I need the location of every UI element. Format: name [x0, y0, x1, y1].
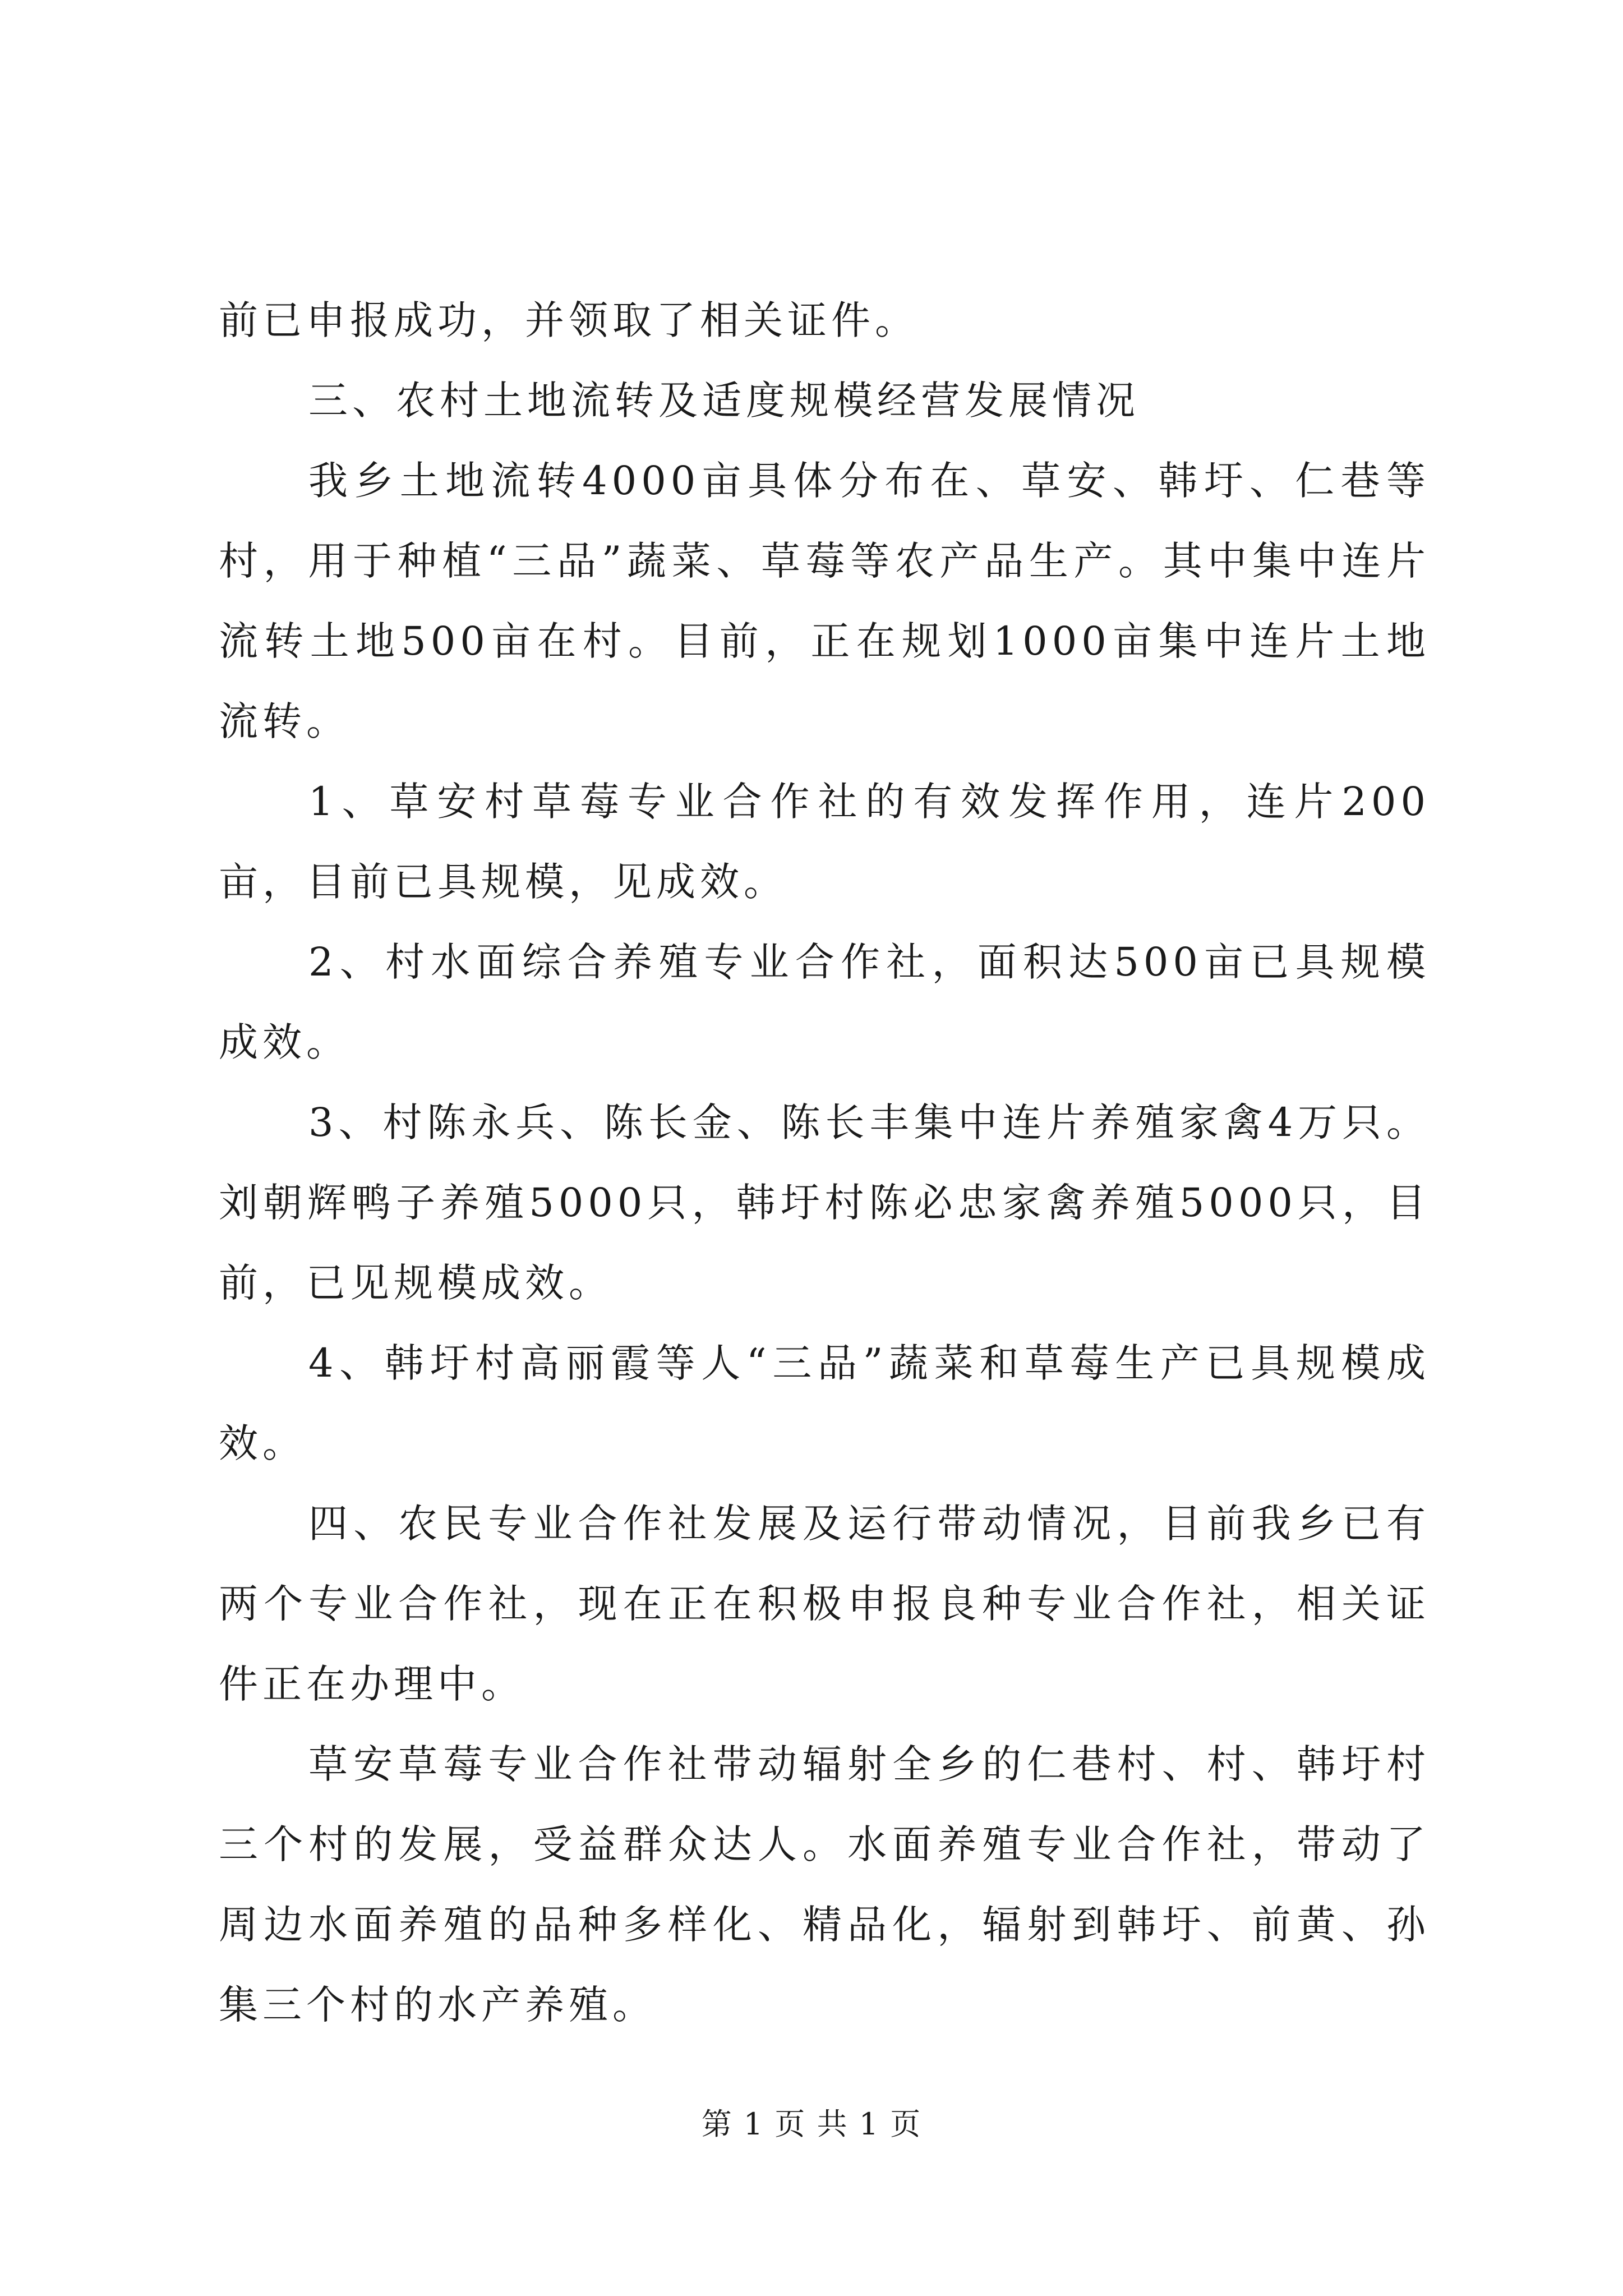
- list-item-1: 1、草安村草莓专业合作社的有效发挥作用，连片200亩，目前已具规模，见成效。: [219, 779, 1430, 905]
- list-item-3: 3、村陈永兵、陈长金、陈长丰集中连片养殖家禽4万只。刘朝辉鸭子养殖5000只，韩圩村陈必忠家禽养殖5000只，目前，已见规模成效。: [219, 1099, 1430, 1306]
- paragraph-continuation: 前已申报成功，并领取了相关证件。: [219, 297, 919, 343]
- list-item-4: 4、韩圩村高丽霞等人“三品”蔬菜和草莓生产已具规模成效。: [219, 1340, 1430, 1466]
- page-footer: 第 1 页 共 1 页: [701, 2106, 922, 2142]
- section-heading-land-transfer: 三、农村土地流转及适度规模经营发展情况: [308, 378, 1140, 424]
- paragraph-land-transfer: 我乡土地流转4000亩具体分布在、草安、韩圩、仁巷等村，用于种植“三品”蔬菜、草莓等农产品生产。其中集中连片流转土地500亩在村。目前，正在规划1000亩集中连片土地流转。: [219, 458, 1430, 744]
- section-heading-cooperatives: 四、农民专业合作社发展及运行带动情况，目前我乡已有两个专业合作社，现在正在积极申报良种专业合作社，相关证件正在办理中。: [219, 1501, 1430, 1707]
- paragraph-cooperative-impact: 草安草莓专业合作社带动辐射全乡的仁巷村、村、韩圩村三个村的发展，受益群众达人。水面养殖专业合作社，带动了周边水面养殖的品种多样化、精品化，辐射到韩圩、前黄、孙集三个村的水产养殖。: [219, 1741, 1430, 2028]
- document-body: [219, 280, 1430, 2045]
- list-item-2: 2、村水面综合养殖专业合作社，面积达500亩已具规模成效。: [219, 939, 1430, 1065]
